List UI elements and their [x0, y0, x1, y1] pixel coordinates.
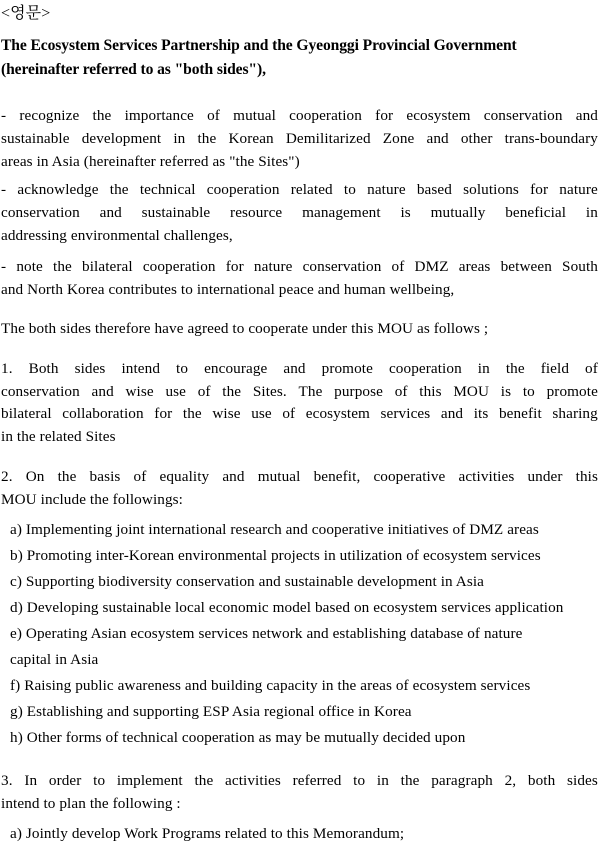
para-3-line-2: intend to plan the following : [1, 795, 181, 812]
section-header: <영문> [1, 5, 51, 22]
list-item-c: c) Supporting biodiversity conservation and sustainable development in Asia [10, 573, 485, 590]
preamble-2-line-1: - acknowledge the technical cooperation related to nature based solutions for nature [1, 181, 598, 198]
title-line-1: The Ecosystem Services Partnership and the Gyeonggi Provincial Government [1, 37, 517, 54]
list-item-f: f) Raising public awareness and building capacity in the areas of ecosystem services [10, 677, 531, 694]
preamble-1-line-2: sustainable development in the Korean Demilitarized Zone and other trans-boundary [1, 130, 598, 147]
list-item-3a: a) Jointly develop Work Programs related to this Memorandum; [10, 825, 405, 842]
para-1-line-4: in the related Sites [1, 428, 116, 445]
para-1-line-2: conservation and wise use of the Sites. The purpose of this MOU is to promote [1, 383, 598, 400]
para-3-line-1: 3. In order to implement the activities referred to in the paragraph 2, both sides [1, 772, 598, 789]
para-2-line-1: 2. On the basis of equality and mutual benefit, cooperative activities under this [1, 468, 598, 485]
para-2-line-2: MOU include the followings: [1, 491, 183, 508]
list-item-a: a) Implementing joint international research and cooperative initiatives of DMZ areas [10, 521, 539, 538]
agreement-statement: The both sides therefore have agreed to cooperate under this MOU as follows ; [1, 320, 489, 337]
list-item-h: h) Other forms of technical cooperation as may be mutually decided upon [10, 729, 466, 746]
list-item-b: b) Promoting inter-Korean environmental projects in utilization of ecosystem services [10, 547, 541, 564]
preamble-3-line-1: - note the bilateral cooperation for nature conservation of DMZ areas between South [1, 258, 598, 275]
preamble-2-line-3: addressing environmental challenges, [1, 227, 233, 244]
list-item-e: e) Operating Asian ecosystem services network and establishing database of nature [10, 625, 523, 642]
preamble-1-line-3: areas in Asia (hereinafter referred as "the Sites") [1, 153, 300, 170]
preamble-2-line-2: conservation and sustainable resource management is mutually beneficial in [1, 204, 598, 221]
list-item-d: d) Developing sustainable local economic model based on ecosystem services application [10, 599, 564, 616]
title-line-2: (hereinafter referred to as "both sides"), [1, 61, 266, 78]
list-item-e-cont: capital in Asia [10, 651, 99, 668]
preamble-1-line-1: - recognize the importance of mutual cooperation for ecosystem conservation and [1, 107, 598, 124]
para-1-line-3: bilateral collaboration for the wise use of ecosystem services and its benefit sharing [1, 405, 598, 422]
preamble-3-line-2: and North Korea contributes to international peace and human wellbeing, [1, 281, 455, 298]
list-item-g: g) Establishing and supporting ESP Asia regional office in Korea [10, 703, 412, 720]
para-1-line-1: 1. Both sides intend to encourage and promote cooperation in the field of [1, 360, 598, 377]
